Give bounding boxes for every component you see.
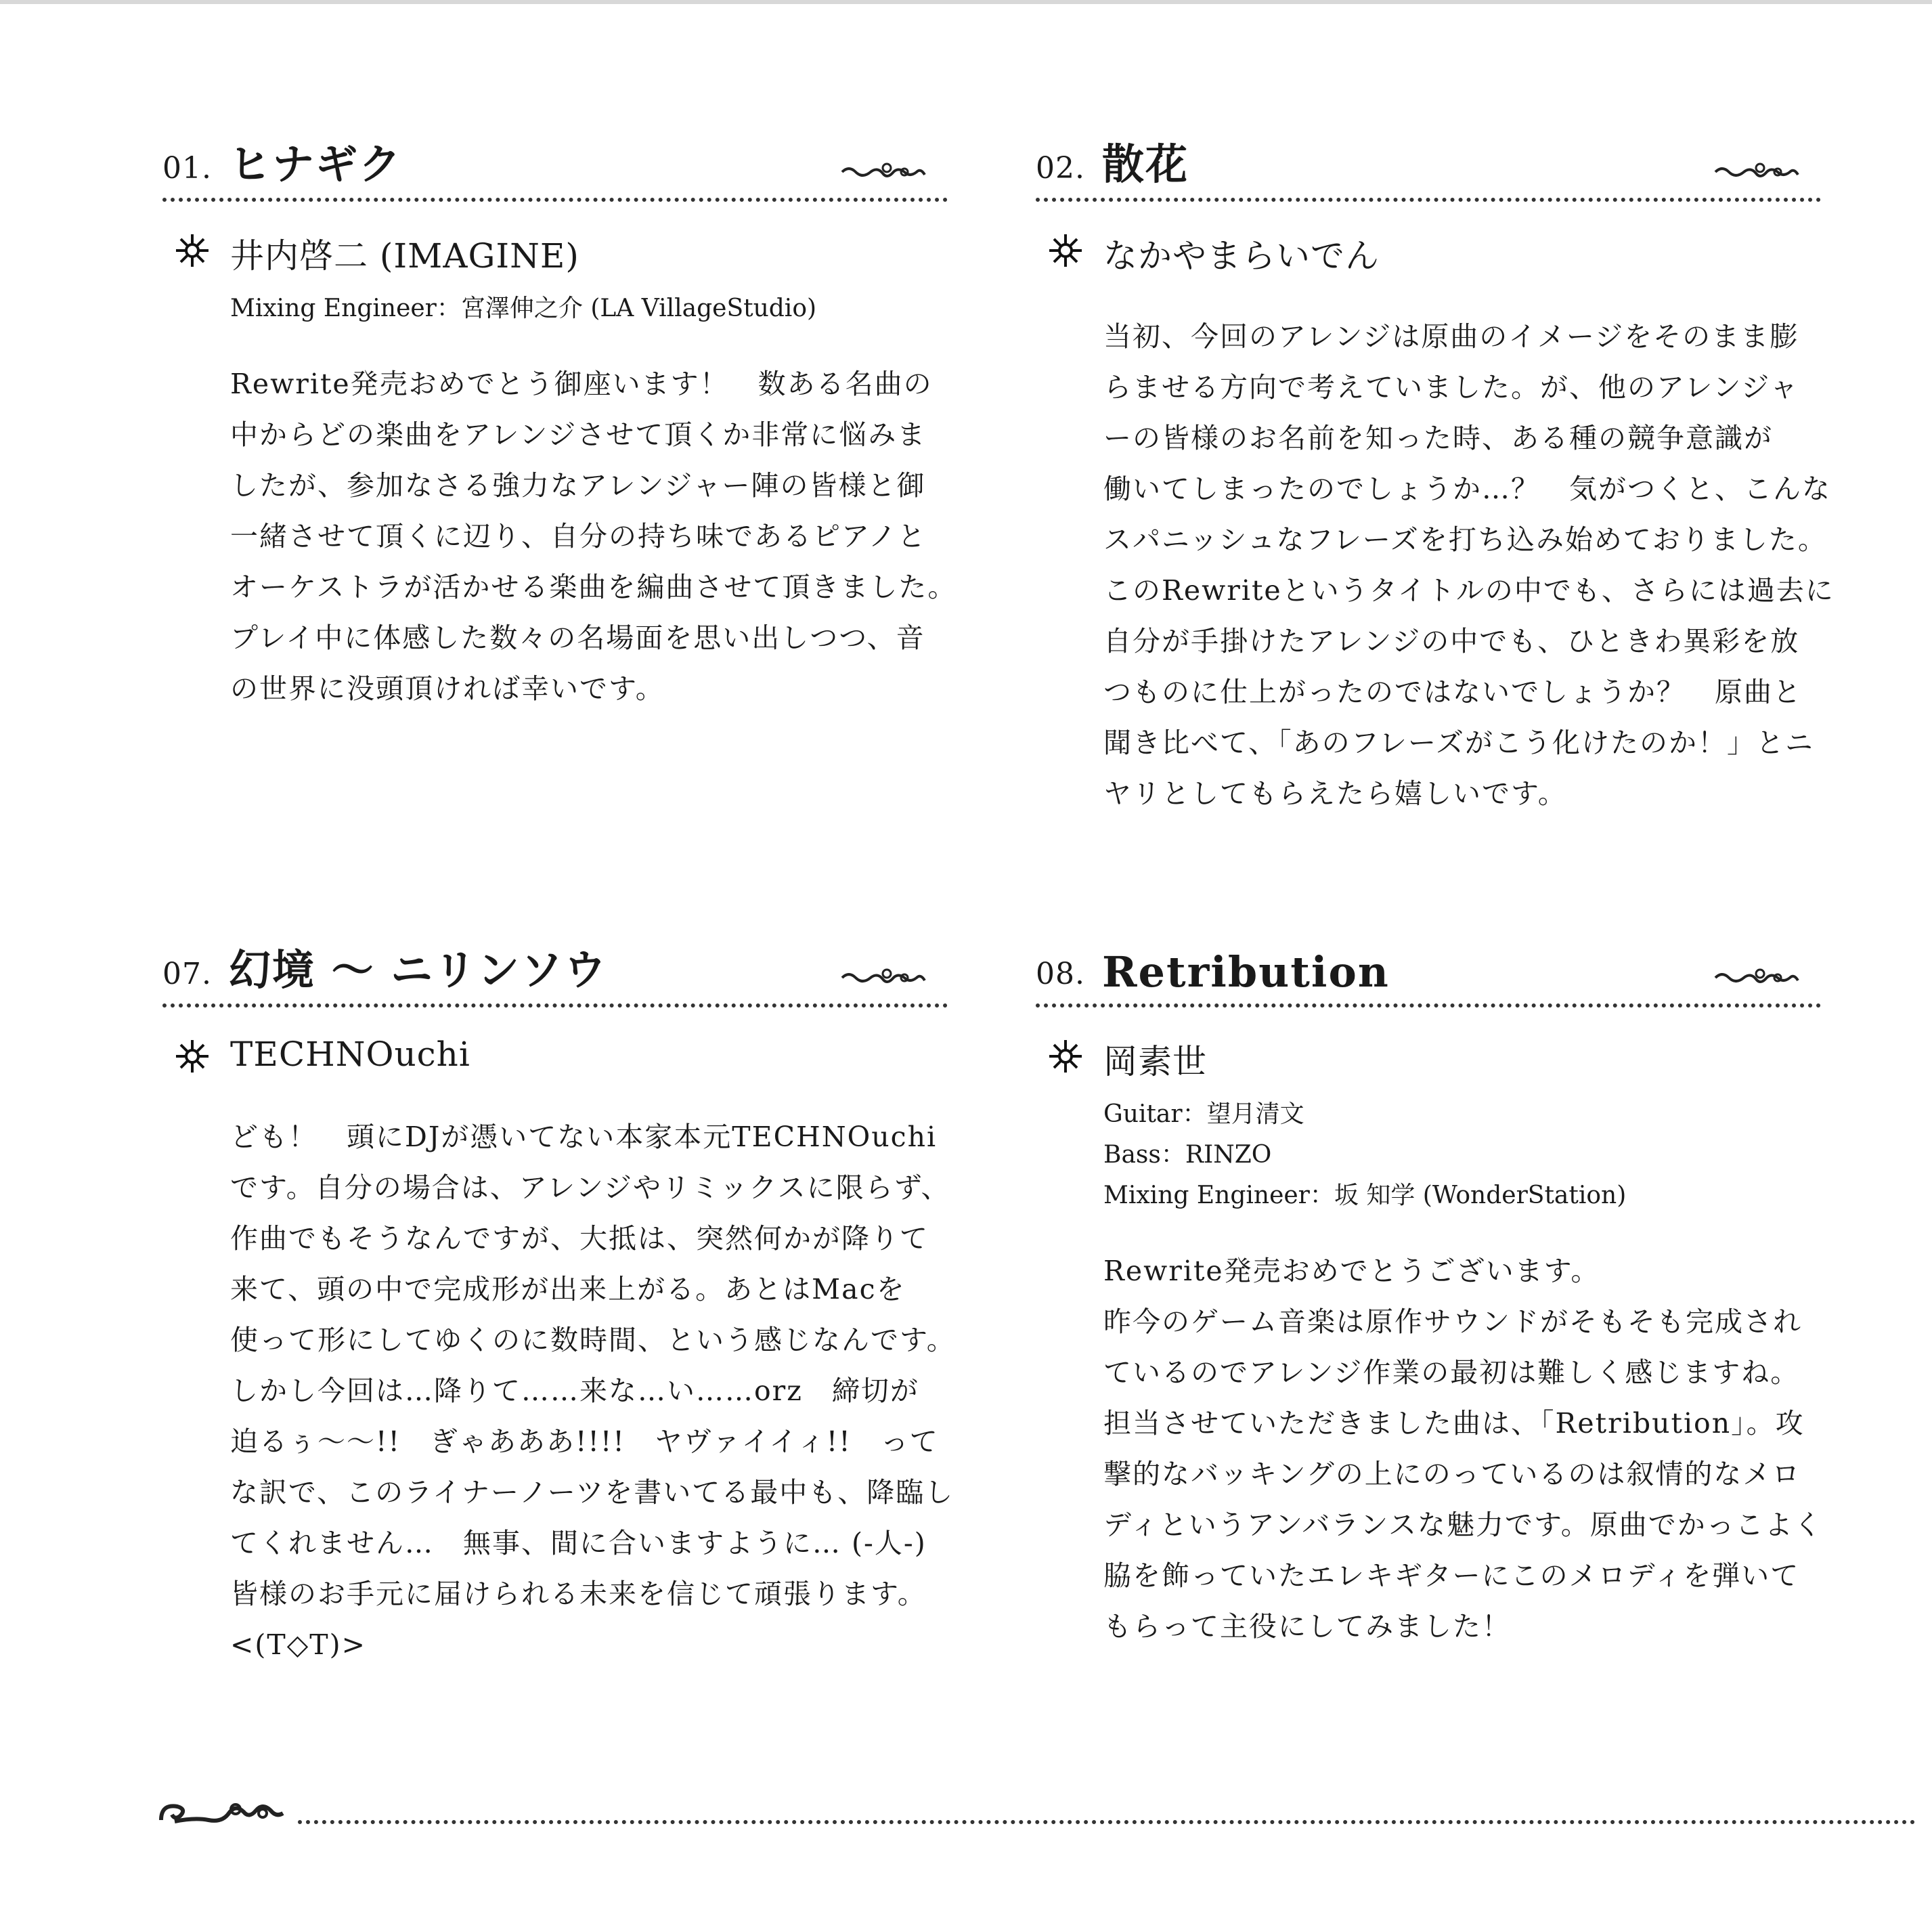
text-line: Rewrite発売おめでとうございます。 <box>1103 1255 1600 1287</box>
text-line: 使って形にしてゆくのに数時間、という感じなんです。 <box>230 1324 956 1356</box>
credits <box>1103 1094 1821 1216</box>
text-line: Rewrite発売おめでとう御座います！ 数ある名曲の <box>230 368 933 400</box>
liner-notes <box>1103 311 1835 819</box>
track-01-section <box>162 135 957 714</box>
track-01-number: 01. <box>162 151 212 186</box>
text-line: な訳で、このライナーノーツを書いてる最中も、降臨し <box>230 1476 954 1509</box>
credit-line: Mixing Engineer：宮澤伸之介 (LA VillageStudio) <box>230 295 817 322</box>
track-08-number: 08. <box>1036 957 1085 991</box>
text-line: 皆様のお手元に届けられる未来を信じて頑張ります。 <box>230 1578 927 1610</box>
track-02-number: 02. <box>1036 151 1085 186</box>
artist-name: 岡素世 <box>1103 1042 1207 1081</box>
flower-icon <box>1048 1039 1083 1074</box>
artist-row <box>162 229 948 276</box>
liner-notes <box>230 359 957 714</box>
credit-line: Guitar：望月清文 <box>1103 1100 1304 1128</box>
flower-icon <box>1048 233 1083 268</box>
dotted-divider <box>162 198 948 202</box>
text-line: らませる方向で考えていました。が、他のアレンジャ <box>1103 371 1799 404</box>
track-02-section <box>1036 135 1835 819</box>
text-line: したが、参加なさる強力なアレンジャー陣の皆様と御 <box>230 469 926 502</box>
text-line: 迫るぅ〜〜!! ぎゃあああ!!!! ヤヴァイイィ!! って <box>230 1425 939 1458</box>
text-line: 自分が手掛けたアレンジの中でも、ひときわ異彩を放 <box>1103 625 1800 657</box>
text-line: プレイ中に体感した数々の名場面を思い出しつつ、音 <box>230 622 925 654</box>
text-line: の世界に没頭頂ければ幸いです。 <box>230 672 665 705</box>
text-line: <(T◇T)> <box>230 1628 366 1661</box>
track-07-number: 07. <box>162 957 212 991</box>
text-line: 一緒させて頂くに辺り、自分の持ち味であるピアノと <box>230 520 927 553</box>
text-line: 聞き比べて、「あのフレーズがこう化けたのか！」とニ <box>1103 727 1814 759</box>
text-line: もらって主役にしてみました！ <box>1103 1610 1511 1643</box>
scroll-ornament-icon <box>839 158 934 186</box>
credit-line: Mixing Engineer：坂 知学 (WonderStation) <box>1103 1182 1627 1209</box>
text-line: しかし今回は…降りて……来な…い……orz 締切が <box>230 1375 919 1407</box>
track-08-title: Retribution <box>1102 947 1390 997</box>
scroll-ornament-icon <box>839 964 934 991</box>
text-line: 中からどの楽曲をアレンジさせて頂くか非常に悩みま <box>230 418 927 451</box>
liner-notes <box>1103 1246 1821 1652</box>
dotted-divider <box>1036 198 1821 202</box>
track-07-section <box>162 941 956 1670</box>
page-top-edge <box>0 0 1932 4</box>
scroll-ornament-icon <box>1713 158 1807 186</box>
artist-row <box>1036 229 1821 276</box>
text-line: 撃的なバッキングの上にのっているのは叙情的なメロ <box>1103 1458 1801 1490</box>
track-08-section <box>1036 941 1821 1652</box>
text-line: つものに仕上がったのではないでしょうか？ 原曲と <box>1103 676 1802 708</box>
artist-row <box>162 1035 948 1082</box>
track-08-heading <box>1036 941 1821 999</box>
text-line: 来て、頭の中で完成形が出来上がる。あとはMacを <box>230 1273 906 1305</box>
text-line: ども！ 頭にDJが憑いてない本家本元TECHNOuchi <box>230 1121 938 1153</box>
artist-row <box>1036 1035 1821 1082</box>
text-line: てくれません… 無事、間に合いますように… (-人-) <box>230 1527 927 1559</box>
track-01-heading <box>162 135 948 194</box>
text-line: 担当させていただきました曲は、「Retribution」。攻 <box>1103 1407 1805 1440</box>
text-line: 働いてしまったのでしょうか…？ 気がつくと、こんな <box>1103 473 1831 505</box>
text-line: オーケストラが活かせる楽曲を編曲させて頂きました。 <box>230 571 957 603</box>
footer-dotted-divider <box>298 1820 1916 1824</box>
text-line: 昨今のゲーム音楽は原作サウンドがそもそも完成され <box>1103 1305 1802 1338</box>
track-02-heading <box>1036 135 1821 194</box>
text-line: 当初、今回のアレンジは原曲のイメージをそのまま膨 <box>1103 320 1799 353</box>
text-line: ヤリとしてもらえたら嬉しいです。 <box>1103 777 1567 810</box>
dotted-divider <box>1036 1003 1821 1008</box>
text-line: です。自分の場合は、アレンジやリミックスに限らず、 <box>230 1171 950 1204</box>
track-07-title: 幻境 〜 ニリンソウ <box>229 945 608 995</box>
liner-notes <box>230 1112 956 1670</box>
text-line: このRewriteというタイトルの中でも、さらには過去に <box>1103 574 1835 607</box>
artist-name: TECHNOuchi <box>230 1035 470 1074</box>
text-line: 脇を飾っていたエレキギターにこのメロディを弾いて <box>1103 1559 1800 1592</box>
artist-name: なかやまらいでん <box>1103 236 1380 276</box>
text-line: ディというアンバランスな魅力です。原曲でかっこよく <box>1103 1509 1823 1541</box>
text-line: ーの皆様のお名前を知った時、ある種の競争意識が <box>1103 422 1773 454</box>
flower-icon <box>175 233 210 268</box>
track-02-title: 散花 <box>1102 139 1189 189</box>
text-line: スパニッシュなフレーズを打ち込み始めておりました。 <box>1103 523 1827 556</box>
artist-name: 井内啓二 (IMAGINE) <box>230 236 579 276</box>
flower-icon <box>175 1039 210 1074</box>
footer-scroll-ornament-icon <box>154 1786 290 1834</box>
track-01-title: ヒナギク <box>229 139 403 189</box>
dotted-divider <box>162 1003 948 1008</box>
track-07-heading <box>162 941 948 999</box>
credits <box>230 288 948 329</box>
text-line: 作曲でもそうなんですが、大抵は、突然何かが降りて <box>230 1222 929 1255</box>
scroll-ornament-icon <box>1713 964 1807 991</box>
text-line: ているのでアレンジ作業の最初は難しく感じますね。 <box>1103 1356 1800 1389</box>
credit-line: Bass：RINZO <box>1103 1141 1272 1169</box>
